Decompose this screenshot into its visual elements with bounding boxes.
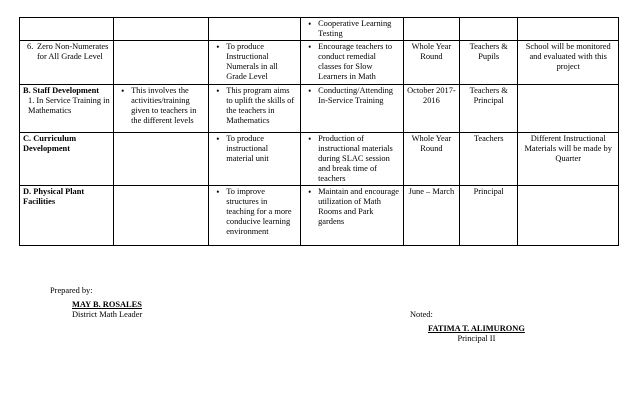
area-text: Zero Non-Numerates for All Grade Level bbox=[37, 42, 109, 61]
persons-cell bbox=[460, 18, 518, 41]
persons-cell: Principal bbox=[460, 186, 518, 246]
activities-cell bbox=[301, 18, 404, 41]
activity-item: • Maintain and encourage utilization of Math Rooms and Park gardens bbox=[318, 187, 400, 227]
table-row bbox=[20, 133, 619, 186]
noter-title: Principal II bbox=[457, 334, 496, 343]
activity-item: • Encourage teachers to conduct remedial classes for Slow Learners in Math bbox=[318, 42, 400, 82]
preparer-name: MAY B. ROSALES bbox=[72, 300, 142, 309]
table-row bbox=[20, 41, 619, 85]
prepared-by-label: Prepared by: bbox=[50, 286, 93, 295]
noted-label: Noted: bbox=[410, 310, 433, 319]
table-row bbox=[20, 85, 619, 133]
persons-cell: Teachers & Principal bbox=[460, 85, 518, 133]
activities-cell bbox=[301, 41, 404, 85]
area-number: 6. bbox=[27, 42, 34, 51]
preparer-signature-block bbox=[72, 300, 142, 320]
area-subtext: 1. In Service Training in Mathematics bbox=[28, 96, 110, 115]
table-row bbox=[20, 186, 619, 246]
action-plan-table bbox=[19, 17, 619, 246]
objective-item: • This program aims to uplift the skills of the teachers in Mathematics bbox=[226, 86, 297, 126]
persons-cell: Teachers bbox=[460, 133, 518, 186]
preparer-title: District Math Leader bbox=[72, 310, 143, 319]
objective-cell bbox=[209, 18, 301, 41]
area-cell bbox=[20, 41, 114, 85]
activity-item: • Cooperative Learning Testing bbox=[318, 19, 400, 39]
area-cell bbox=[20, 186, 114, 246]
persons-cell: Teachers & Pupils bbox=[460, 41, 518, 85]
objective-item: • To produce instructional material unit bbox=[226, 134, 297, 164]
area-cell bbox=[20, 85, 114, 133]
outcome-cell bbox=[518, 186, 619, 246]
activity-item: • Production of instructional materials during SLAC session and break time of teachers bbox=[318, 134, 400, 184]
outcome-cell: School will be monitored and evaluated with this project bbox=[518, 41, 619, 85]
area-title: D. Physical Plant Facilities bbox=[23, 187, 85, 206]
noter-signature-block bbox=[428, 324, 525, 344]
time-cell: June – March bbox=[403, 186, 459, 246]
strategy-cell bbox=[114, 85, 209, 133]
area-title: B. Staff Development bbox=[23, 86, 100, 95]
noter-name: FATIMA T. ALIMURONG bbox=[428, 324, 525, 333]
objective-cell bbox=[209, 186, 301, 246]
strategy-cell bbox=[114, 41, 209, 85]
area-title: C. Curriculum Development bbox=[23, 134, 77, 153]
table-row bbox=[20, 18, 619, 41]
outcome-cell bbox=[518, 85, 619, 133]
strategy-cell bbox=[114, 18, 209, 41]
strategy-item: • This involves the activities/training given to teachers in the different levels bbox=[131, 86, 205, 126]
objective-cell bbox=[209, 133, 301, 186]
objective-item: • To improve structures in teaching for a more conducive learning environment bbox=[226, 187, 297, 237]
time-cell bbox=[403, 18, 459, 41]
outcome-cell: Different Instructional Materials will be made by Quarter bbox=[518, 133, 619, 186]
activities-cell bbox=[301, 186, 404, 246]
objective-cell bbox=[209, 85, 301, 133]
area-cell bbox=[20, 133, 114, 186]
objective-item: • To produce Instructional Numerals in all Grade Level bbox=[226, 42, 297, 82]
activity-item: • Conducting/Attending In-Service Training bbox=[318, 86, 400, 106]
strategy-cell bbox=[114, 186, 209, 246]
time-cell: October 2017-2016 bbox=[403, 85, 459, 133]
time-cell: Whole Year Round bbox=[403, 41, 459, 85]
time-cell: Whole Year Round bbox=[403, 133, 459, 186]
strategy-cell bbox=[114, 133, 209, 186]
objective-cell bbox=[209, 41, 301, 85]
activities-cell bbox=[301, 85, 404, 133]
area-cell bbox=[20, 18, 114, 41]
activities-cell bbox=[301, 133, 404, 186]
outcome-cell bbox=[518, 18, 619, 41]
